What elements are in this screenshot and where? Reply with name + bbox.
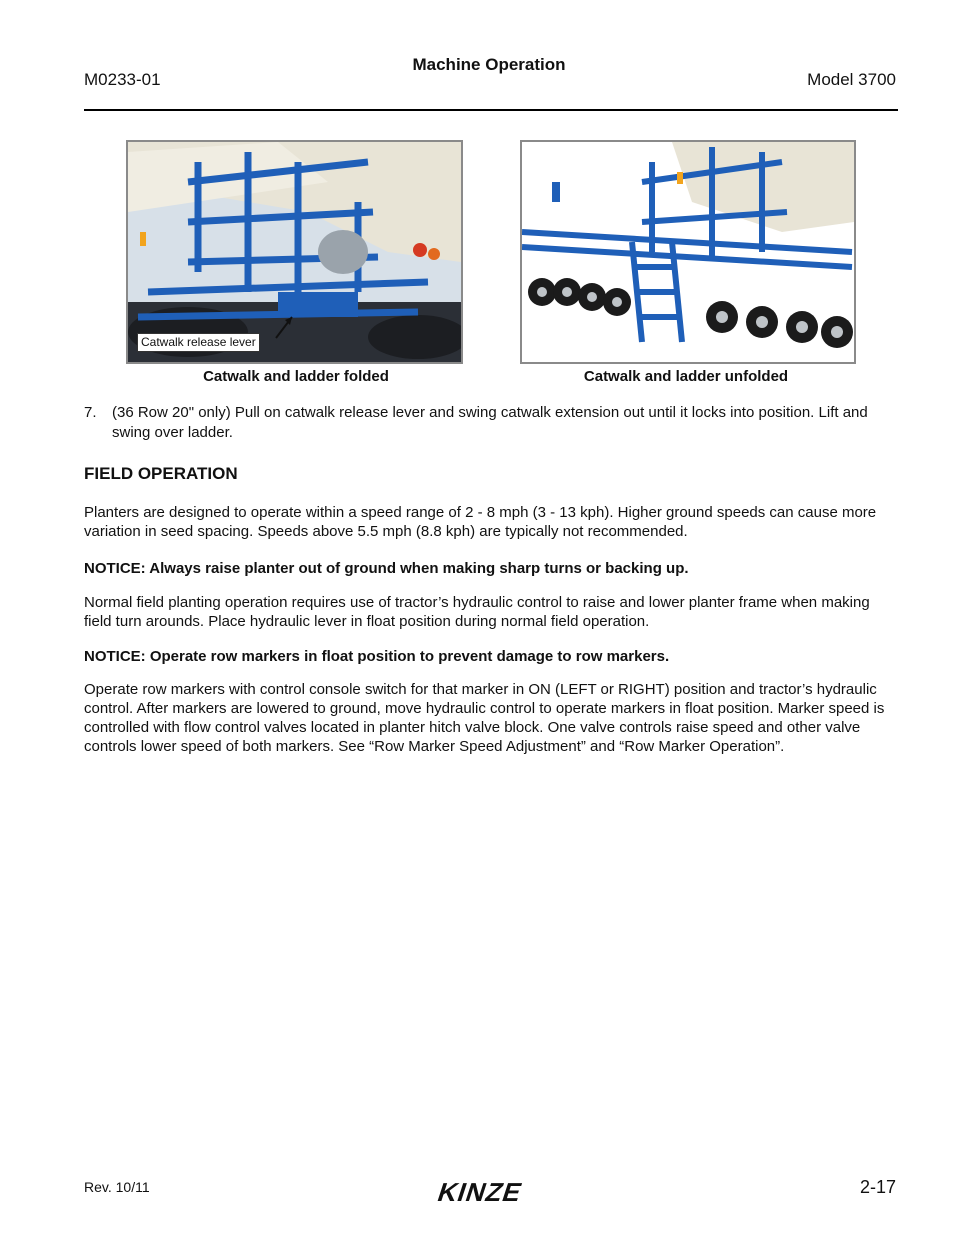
step-number: 7. xyxy=(84,404,97,421)
model-label: Model 3700 xyxy=(807,70,896,89)
doc-number: M0233-01 xyxy=(84,70,161,89)
caption-unfolded: Catwalk and ladder unfolded xyxy=(583,368,789,385)
photo-catwalk-unfolded-illustration xyxy=(522,142,854,362)
field-operation-heading: FIELD OPERATION xyxy=(84,464,238,483)
notice-row-markers: NOTICE: Operate row markers in float position to prevent damage to row markers. xyxy=(84,648,670,665)
step-text: (36 Row 20" only) Pull on catwalk release lever and swing catwalk extension out until it locks into position. Lift and swing over ladder. xyxy=(112,404,868,441)
revision: Rev. 10/11 xyxy=(84,1179,150,1195)
notice-sharp-turns: NOTICE: Always raise planter out of ground when making sharp turns or backing up. xyxy=(84,560,689,577)
section-title: Machine Operation xyxy=(412,55,566,74)
callout-catwalk-release-lever: Catwalk release lever xyxy=(137,333,260,352)
hydraulic-paragraph: Normal field planting operation requires use of tractor’s hydraulic control to raise and lower planter frame when making field turn arounds. Place hydraulic lever in float position during normal field operation. xyxy=(84,594,870,630)
caption-folded: Catwalk and ladder folded xyxy=(203,368,389,385)
kinze-logo xyxy=(430,1176,550,1206)
speed-paragraph: Planters are designed to operate within a speed range of 2 - 8 mph (3 - 13 kph). Higher ground speeds can cause more variation in seed spacing. Speeds above 5.5 mph (8.8 kph) are typically not recommended. xyxy=(84,504,877,540)
photo-catwalk-unfolded xyxy=(520,140,856,364)
photo-catwalk-folded-illustration xyxy=(128,142,461,362)
header-rule xyxy=(84,109,898,111)
step-7 xyxy=(84,403,899,443)
page-number: 2-17 xyxy=(859,1177,896,1197)
photo-catwalk-folded xyxy=(126,140,463,364)
row-marker-paragraph: Operate row markers with control console switch for that marker in ON (LEFT or RIGHT) position and tractor’s hydraulic control. After markers are lowered to ground, move hydraulic control to operate markers in float position. Marker speed is controlled with flow control valves located in planter hitch valve block. One valve controls raise speed and other valve controls lower speed of both markers. See “Row Marker Speed Adjustment” and “Row Marker Operation”. xyxy=(84,681,885,755)
kinze-logo-text: KINZE xyxy=(433,1177,527,1206)
